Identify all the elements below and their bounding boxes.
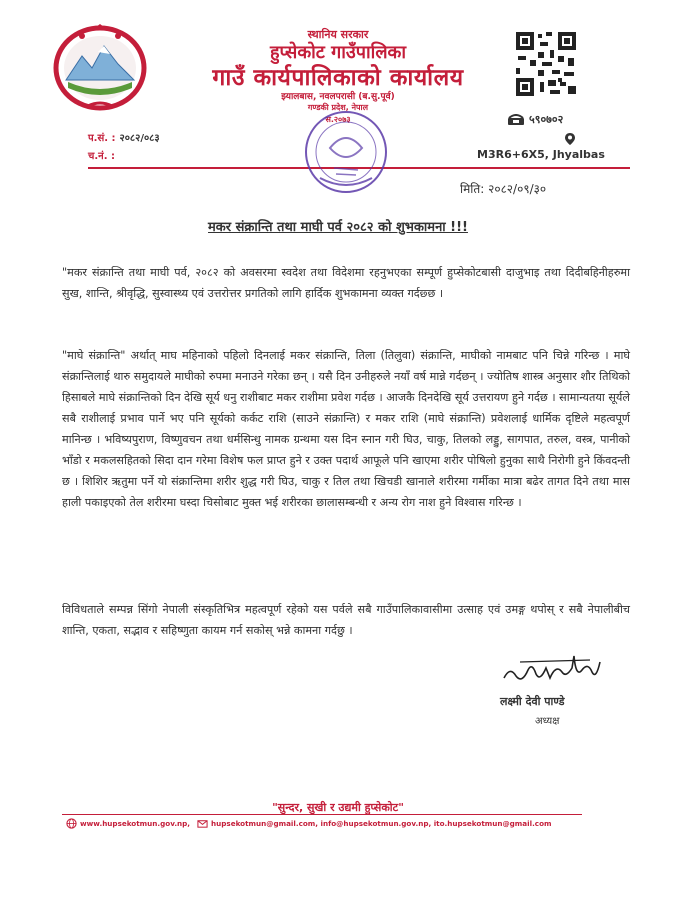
phone-number: ५९०७०२	[529, 113, 564, 126]
mail-icon	[197, 818, 208, 829]
header-province: गण्डकी प्रदेश, नेपाल	[307, 103, 369, 112]
header-office-name: गाउँ कार्यपालिकाको कार्यालय	[212, 65, 464, 91]
signatory-role: अध्यक्ष	[535, 716, 560, 727]
phone-icon	[507, 114, 525, 125]
qr-code	[514, 30, 578, 98]
body-paragraph-1: "मकर संक्रान्ति तथा माघी पर्व, २०८२ को अवसरमा स्वदेश तथा विदेशमा रहनुभएका सम्पूर्ण हुप्सेकोटबासी दाजुभाइ तथा दिदीबहिनीहरुमा सुख, शान्ति, श्रीवृद्धि, सुस्वास्थ्य एवं उत्तरोत्तर प्रगतिको लागि हार्दिक शुभकामना व्यक्त गर्दछ्छ ।	[62, 266, 630, 300]
ps-label: प.सं. :	[88, 133, 116, 144]
body-paragraph-3: विविधताले सम्पन्न सिंगो नेपाली संस्कृतिभित्र महत्वपूर्ण रहेको यस पर्वले सबै गाउँपालिकावासीमा उत्साह एवं उमङ्ग थपोस् र सबै नेपालीबीच शान्ति, एकता, सद्भाव र सहिष्णुता कायम गर्न सकोस् भन्ने कामना गर्दछु ।	[62, 603, 630, 637]
footer-contacts	[66, 818, 552, 829]
header-address: झ्यालबास, नवलपरासी (ब.सु.पूर्व)	[281, 92, 395, 102]
phone-contact	[507, 112, 563, 127]
plus-code-location: M3R6+6X5, Jhyalbas	[477, 148, 605, 161]
header-established: स.२०७३	[325, 115, 351, 124]
website-link[interactable]: www.hupsekotmun.gov.np,	[80, 819, 191, 828]
dispatch-number-row	[88, 148, 160, 166]
header-local-government: स्थानिय सरकार	[307, 28, 369, 41]
letter-number-row	[88, 130, 160, 148]
cn-label: च.नं. :	[88, 151, 115, 162]
reference-block	[88, 130, 160, 166]
header-municipality-name: हुप्सेकोट गाउँपालिका	[269, 42, 407, 63]
ps-value: २०८२/०८३	[119, 133, 160, 144]
body-paragraph-2: "माघे संक्रान्ति" अर्थात् माघ महिनाको पहिलो दिनलाई मकर संक्रान्ति, तिला (तिलुवा) संक्रान्ति, माघीको नामबाट पनि चिन्ने गरिन्छ । माघे संक्रान्तिलाई थारु समुदायले माघीको रुपमा मनाउने गरेका छन् । यसै दिन उनीहरुले नयाँ वर्ष मान्ने गर्दछन् । ज्योतिष शास्त्र अनुसार शौर तिथिको हिसाबले माघे संक्रान्तिको दिन देखि सूर्य धनु राशीबाट मकर राशीमा प्रवेश गर्दछ । आजकै दिनदेखि सूर्य उत्तरायण हुने गर्दछ । सामान्यतया सूर्यले सबै राशीलाई प्रभाव पार्ने भए पनि सूर्यको कर्कट राशि (साउने संक्रान्ति) र मकर राशि (माघे संक्रान्ति) प्रवेशलाई धार्मिक दृष्टिले महत्वपूर्ण मानिन्छ । भविष्यपुराण, विष्णुवचन तथा धर्मसिन्धु नामक ग्रन्थमा यस दिन स्नान गरी घिउ, चाकु, तिलको लड्डु, सागपात, तरुल, वस्त्र, पानीको भाँडो र मकलसहितको सिदा दान गरेमा विशेष फल प्राप्त हुने र उक्त पदार्थ आफूले पनि खाएमा शरीर पोषिलो हुनुका साथै निरोगी हुने किंवदन्ती छ । शिशिर ऋतुमा पर्ने यो संक्रान्तिमा शरीर शुद्ध गरी घिउ, चाकु र तिल तथा खिचडी खानाले शरीरमा गर्मीका मात्रा बढेर तागत दिने तथा मास हाली पकाइएको तेल शरीरमा घस्दा चिसोबाट मुक्त भई शरीरका छालासम्बन्धी र अन्य रोग नाश हुने विश्वास गरिन्छ ।	[62, 349, 630, 509]
location-pin-icon	[565, 133, 575, 145]
letter-date: मिति: २०८२/०९/३०	[460, 182, 547, 196]
letter-title-text: मकर संक्रान्ति तथा माघी पर्व २०८२ को शुभकामना !!!	[208, 220, 468, 235]
signatory-name: लक्ष्मी देवी पाण्डे	[500, 695, 565, 708]
handwritten-signature	[500, 648, 610, 690]
office-stamp	[300, 108, 392, 196]
letter-title	[0, 217, 676, 235]
email-links[interactable]: hupsekotmun@gmail.com, info@hupsekotmun.gov.np, ito.hupsekotmun@gmail.com	[211, 819, 552, 828]
footer-slogan: "सुन्दर, सुखी र उद्यमी हुप्सेकोट"	[272, 801, 404, 814]
footer-divider	[62, 814, 582, 815]
globe-icon	[66, 818, 77, 829]
